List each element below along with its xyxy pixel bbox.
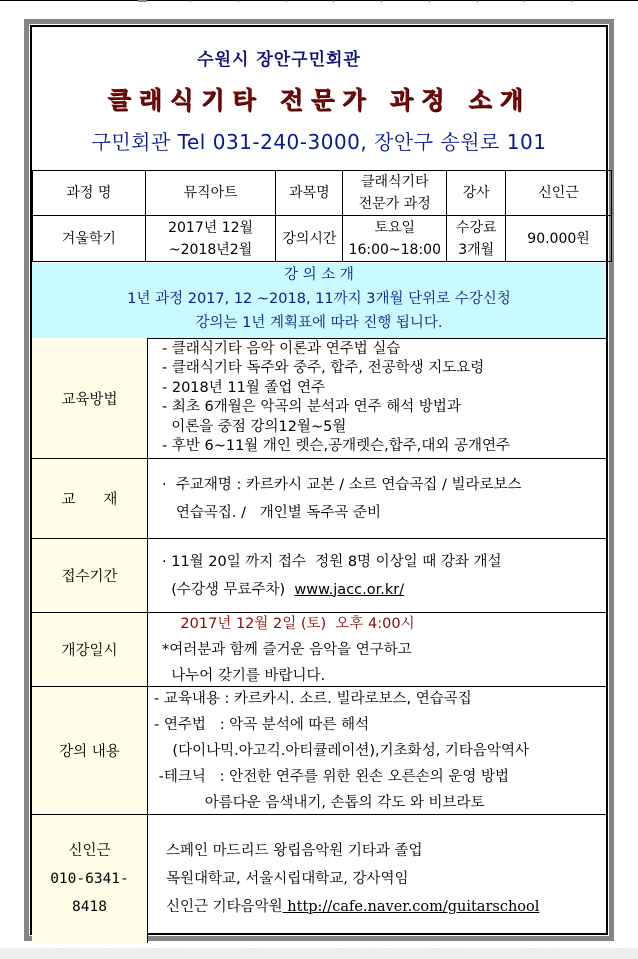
content-line: · 11월 20일 까지 접수 정원 8명 이상일 때 강좌 개설 [162,553,502,570]
content-line: - 클래식기타 독주와 중주, 합주, 전공학생 지도요령 [162,360,485,376]
content-line: - 2018년 11월 졸업 연주 [162,379,326,396]
contact-line: 구민회관 Tel 031-240-3000, 장안구 송원로 101 [91,130,547,154]
content-line: - 후반 6~11월 개인 렛슨,공개렛슨,합주,대외 공개연주 [162,438,511,454]
content-line: - 교육내용 : 카르카시. 소르. 빌라로보스, 연습곡집 [154,690,472,707]
content-line: 아름다운 음색내기, 손톱의 각도 와 비브라토 [154,794,485,811]
content-line: 스페인 마드리드 왕립음악원 기타과 졸업 [166,843,423,859]
section-instructor [32,815,606,943]
time-value [343,216,447,262]
time-hours: 16:00~18:00 [348,241,441,258]
section-label [32,459,148,538]
content-line: 연습곡집. / 개인별 독주곡 준비 [162,504,382,521]
section-content-details [32,687,606,815]
content-line: 목원대학교, 서울시립대학교, 강사역임 [166,871,409,887]
course-info-table [32,170,612,262]
section-content [148,687,606,814]
cafe-link[interactable]: http://cafe.naver.com/guitarschool [282,899,540,915]
content-line: -테크닉 : 안전한 연주를 위한 왼손 오른손의 운영 방법 [154,768,509,785]
section-label: 교육방법 [32,338,148,458]
fee-label [447,216,506,262]
fee-label-line: 수강료 [455,219,497,236]
ruler-tick [238,0,239,2]
course-label: 과정 명 [33,171,146,216]
content-line: · 주교재명 : 카르카시 교본 / 소르 연습곡집 / 빌라로보스 [162,476,522,493]
intro-title: 강 의 소 개 [284,267,354,283]
content-line: (다이나믹.아고긱.아티큘레이션),기초화성, 기타음악역사 [154,742,529,759]
org-title [32,45,606,70]
time-label: 강의시간 [276,216,343,262]
subject-value-line: 전문가 과정 [358,196,431,212]
section-content [148,613,606,686]
section-opening [32,613,606,687]
ruler-tick [429,0,430,2]
section-textbook [32,459,606,539]
content-line: 이론을 중점 강의12월~5월 [162,418,347,435]
section-label-text: 교 재 [61,492,118,508]
document-frame [24,19,614,941]
subject-value [343,171,447,216]
ruler-tick [572,0,573,2]
main-title: 클래식기타 전문가 과정 소개 [107,86,531,114]
period-line: ~2018년2월 [168,241,253,258]
content-line: *여러분과 함께 즐거운 음악을 연구하고 [162,641,412,658]
content-line: - 클래식기타 음악 이론과 연주법 실습 [162,340,401,357]
academy-name: 신인근 기타음악원 [166,899,283,915]
flyer-sheet [30,25,608,935]
subject-label: 과목명 [276,171,343,216]
period-line: 2017년 12월 [168,219,254,236]
fee-value: 90.000원 [506,216,612,262]
content-line [166,893,606,921]
intro-line: 강의는 1년 계획표에 따라 진행 됩니다. [195,315,443,331]
subject-value-line: 클래식기타 [360,174,429,190]
instructor-phone: 010-6341- [50,871,129,887]
website-link[interactable]: www.jacc.or.kr/ [294,581,405,598]
ruler-tick [286,0,287,2]
content-line [162,576,606,604]
top-ruler [0,0,638,1]
ruler-indicator [138,0,147,2]
time-day: 토요일 [374,219,416,236]
parking-note: (수강생 무료주차) [162,581,295,598]
ruler-tick [190,0,191,2]
detail-sections [32,338,606,943]
section-content [148,539,606,612]
bottom-strip [0,948,638,959]
section-label: 개강일시 [32,613,148,686]
section-method [32,338,606,459]
section-content [148,459,606,538]
org-title-text: 수원시 장안구민회관 [197,50,361,70]
opening-date: 2017년 12월 2일 (토) 오후 4:00시 [162,615,415,632]
intro-section [32,263,606,339]
instructor-phone: 8418 [72,899,107,915]
course-value: 뮤직아트 [145,171,276,216]
instructor-label [32,815,148,943]
teacher-value: 신인근 [506,171,612,216]
ruler-tick [333,0,334,2]
content-line: - 최초 6개월은 악곡의 분석과 연주 해석 방법과 [162,399,461,415]
section-registration [32,539,606,613]
intro-line: 1년 과정 2017, 12 ~2018, 11까지 3개월 단위로 수강신청 [127,291,511,307]
table-row [33,171,612,216]
teacher-label: 강사 [447,171,506,216]
term-value: 겨울학기 [33,216,146,262]
fee-label-line: 3개월 [458,241,495,258]
content-line: 나누어 갖기를 바랍니다. [162,667,326,684]
ruler-tick [524,0,525,2]
table-row [33,216,612,262]
section-label: 접수기간 [32,539,148,612]
section-content [148,338,606,458]
content-line: - 연주법 : 악곡 분석에 따른 해석 [154,716,370,733]
section-content [148,815,606,943]
period-value [145,216,276,262]
ruler-tick [477,0,478,2]
section-label: 강의 내용 [32,687,148,814]
frame-inner [29,24,609,936]
ruler-tick [381,0,382,2]
instructor-name: 신인근 [68,843,111,859]
